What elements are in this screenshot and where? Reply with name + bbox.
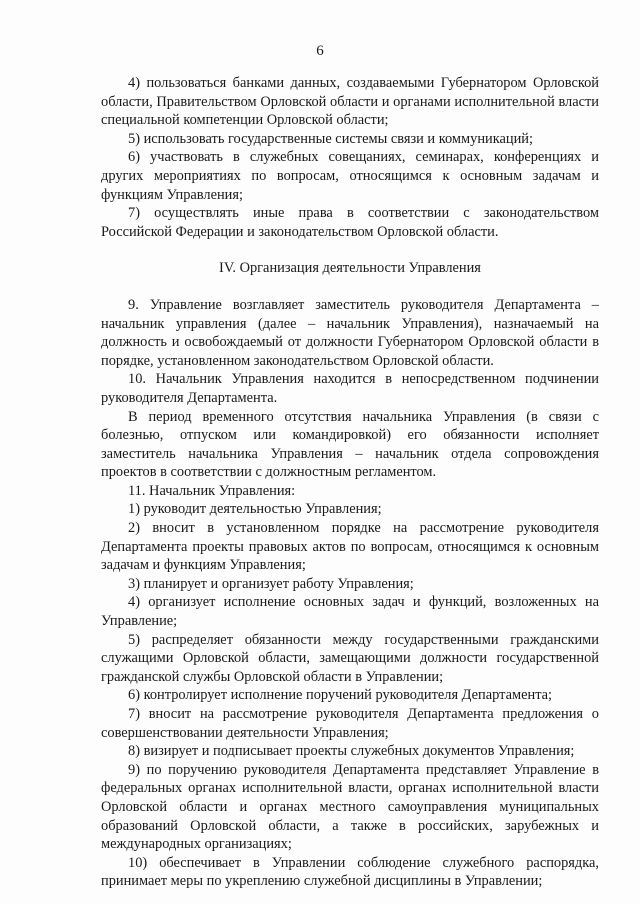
paragraph-clause-9: 9. Управление возглавляет заместитель руководителя Департамента – начальник управления (далее – начальник Управления), назначаемый на должность и освобождаемый от должности Губернатором Орловской области в порядке, установленном законодательством Орловской области. <box>101 296 599 369</box>
paragraph-right-6: 6) участвовать в служебных совещаниях, семинарах, конференциях и других мероприятиях по вопросам, относящимся к основным задачам и функциям Управления; <box>101 149 599 203</box>
paragraph-duty-2: 2) вносит в установленном порядке на рассмотрение руководителя Департамента проекты правовых актов по вопросам, относящимся к основным задачам и функциям Управления; <box>101 520 599 574</box>
paragraph-clause-11: 11. Начальник Управления: <box>128 482 296 499</box>
paragraph-right-4: 4) пользоваться банками данных, создаваемыми Губернатором Орловской области, Правительством Орловской области и органами исполнительной власти специальной компетенции Орловской области; <box>101 75 599 129</box>
paragraph-right-5: 5) использовать государственные системы связи и коммуникаций; <box>128 130 533 147</box>
paragraph-duty-10: 10) обеспечивает в Управлении соблюдение служебного распорядка, принимает меры по укреплению служебной дисциплины в Управлении; <box>101 854 599 890</box>
paragraph-duty-5: 5) распределяет обязанности между государственными гражданскими служащими Орловской области, замещающими должности государственной гражданской службы Орловской области в Управлении; <box>101 631 599 685</box>
paragraph-duty-4: 4) организует исполнение основных задач и функций, возложенных на Управление; <box>101 594 599 630</box>
paragraph-right-7: 7) осуществлять иные права в соответствии с законодательством Российской Федерации и законодательством Орловской области. <box>101 205 599 240</box>
paragraph-duty-7: 7) вносит на рассмотрение руководителя Департамента предложения о совершенствовании деятельности Управления; <box>101 706 599 741</box>
paragraph-duty-8: 8) визирует и подписывает проекты служебных документов Управления; <box>128 743 575 760</box>
document-body <box>101 74 599 891</box>
paragraph-duty-3: 3) планирует и организует работу Управления; <box>128 575 414 592</box>
paragraph-duty-1: 1) руководит деятельностью Управления; <box>128 501 382 518</box>
paragraph-temporary-absence: В период временного отсутствия начальника Управления (в связи с болезнью, отпуском или командировкой) его обязанности исполняет заместитель начальника Управления – начальник отдела сопровождения проектов в соответствии с должностным регламентом. <box>101 408 599 481</box>
paragraph-duty-6: 6) контролирует исполнение поручений руководителя Департамента; <box>128 687 553 704</box>
paragraph-clause-10: 10. Начальник Управления находится в непосредственном подчинении руководителя Департамента. <box>101 371 599 406</box>
paragraph-duty-9: 9) по поручению руководителя Департамента представляет Управление в федеральных органах исполнительной власти, органах исполнительной власти Орловской области и органах местного самоуправления муниципальных образований Орловской области, а также в российских, зарубежных и международных организациях; <box>101 761 599 853</box>
page-number: 6 <box>316 43 324 59</box>
section-heading: IV. Организация деятельности Управления <box>219 260 481 277</box>
